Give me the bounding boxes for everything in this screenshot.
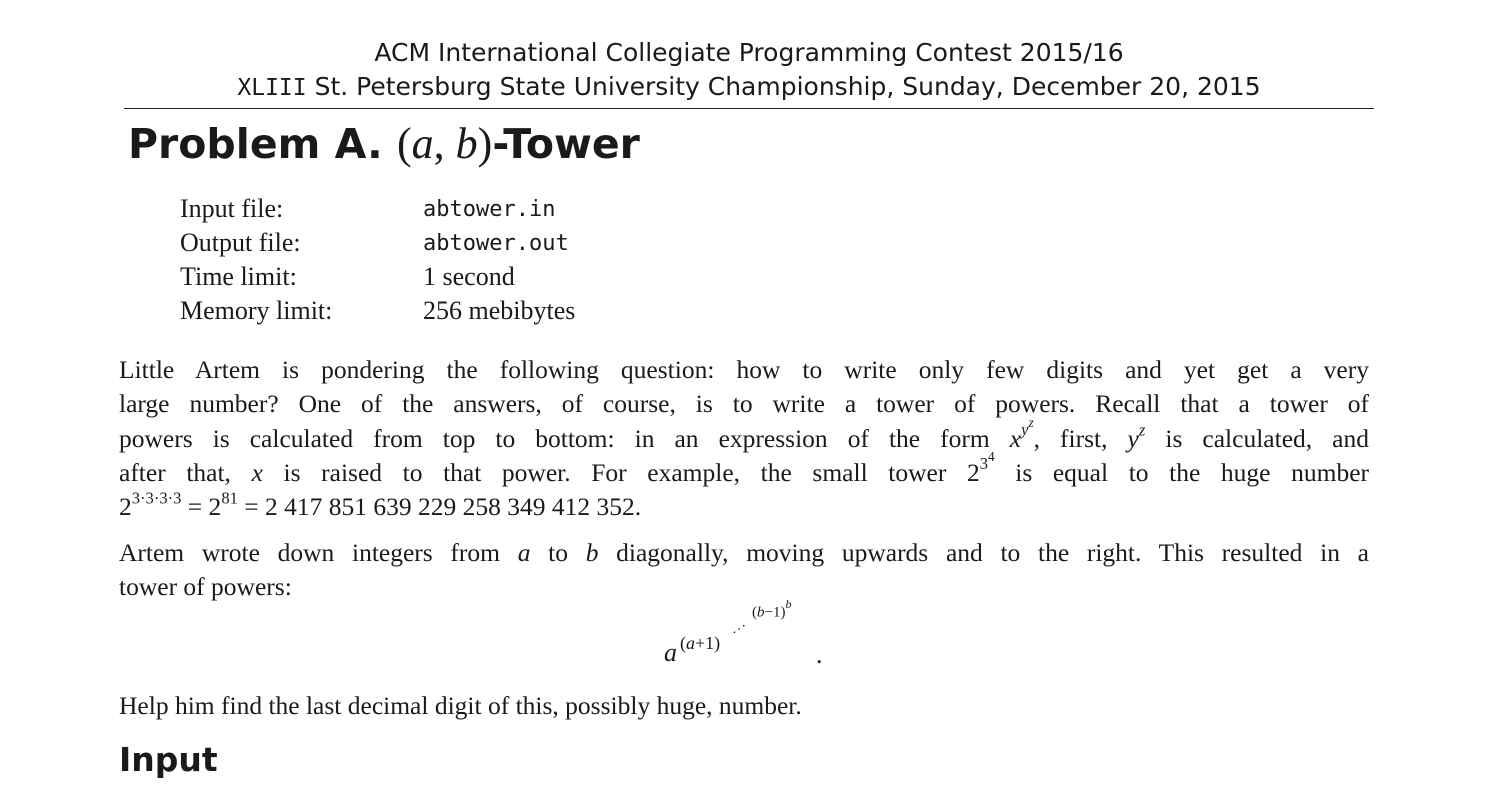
meta-value: abtower.in <box>423 197 556 222</box>
statement-paragraph-2 <box>119 536 1369 605</box>
contest-title: ACM International Collegiate Programming Contest 2015/16 <box>374 38 1124 67</box>
tower-period: . <box>816 640 823 669</box>
meta-key: Time limit: <box>180 262 297 291</box>
problem-math: (a, b) <box>397 119 493 168</box>
problem-prefix: Problem A. <box>128 120 383 168</box>
para1-line-3: powers is calculated from top to bottom: in an expression of the form $x^{y^z}$, first, $y^z$ is calculated, and <box>119 415 1369 453</box>
tower-formula <box>664 598 834 678</box>
meta-key: Memory limit: <box>180 296 333 325</box>
championship-line <box>124 70 1374 105</box>
tower-top: $(b-1)^b$ <box>752 597 792 621</box>
championship-number: XLIII <box>237 75 307 101</box>
championship-text: St. Petersburg State University Championship, Sunday, December 20, 2015 <box>306 72 1261 101</box>
para1-line-1: Little Artem is pondering the following question: how to write only few digits and yet get a very <box>119 355 1369 384</box>
section-heading-input: Input <box>119 740 218 779</box>
big-number: 2 417 851 639 229 258 349 412 352. <box>265 492 642 522</box>
meta-value: abtower.out <box>423 231 569 256</box>
tower-base: a <box>664 638 677 667</box>
tower-level-2: (a+1) <box>680 633 721 653</box>
problem-title <box>128 118 640 169</box>
problem-suffix: -Tower <box>492 120 640 168</box>
tower-dots: ··· <box>728 618 752 641</box>
meta-value: 1 second <box>423 262 515 291</box>
meta-key: Input file: <box>180 194 284 223</box>
statement-paragraph-1 <box>119 353 1369 524</box>
para2-line-1: Artem wrote down integers from a to b diagonally, moving upwards and to the right. This resulted in a <box>119 538 1369 567</box>
statement-paragraph-3: Help him find the last decimal digit of this, possibly huge, number. <box>119 691 802 720</box>
para1-line-5: $2^{3\cdot 3\cdot 3\cdot 3} = 2^{81} = 2$ 417 851 639 229 258 349 412 352. <box>119 488 642 522</box>
para2-line-2: tower of powers: <box>119 572 292 602</box>
contest-header <box>124 36 1374 105</box>
meta-value: 256 mebibytes <box>423 296 576 325</box>
meta-key: Output file: <box>180 228 301 257</box>
para1-line-2: large number? One of the answers, of course, is to write a tower of powers. Recall that a tower of <box>119 389 1369 419</box>
para1-line-4: after that, x is raised to that power. For example, the small tower $2^{3^4}$ is equal to the huge number <box>119 449 1370 487</box>
header-rule <box>124 108 1374 109</box>
